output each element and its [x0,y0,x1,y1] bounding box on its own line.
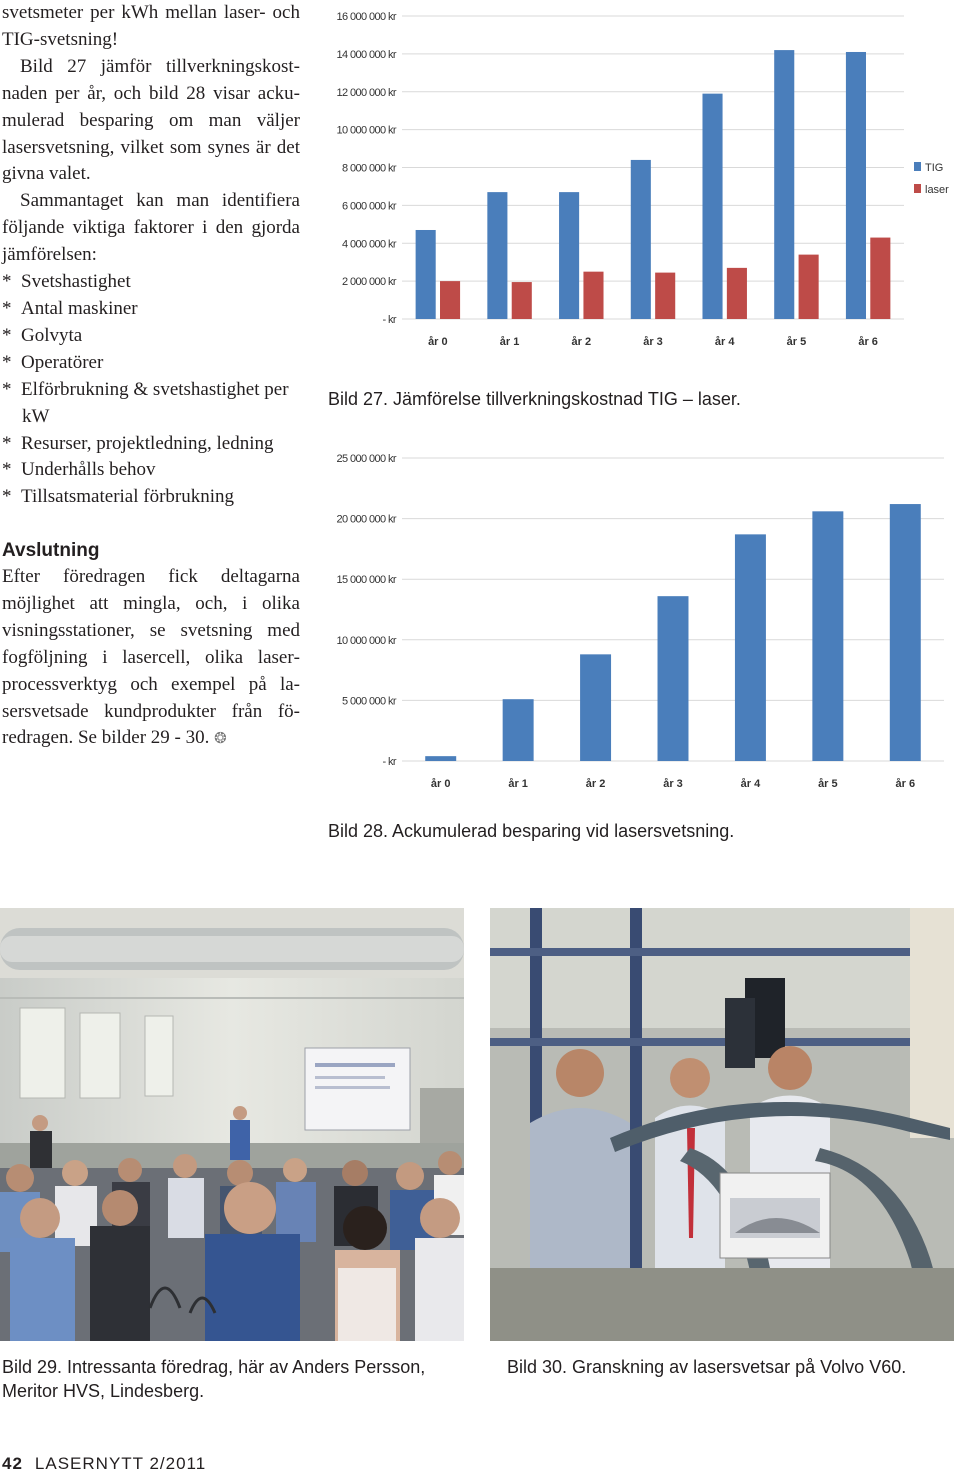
bar-value [503,699,534,761]
x-tick-label: år 4 [714,336,735,348]
y-tick-label: - kr [382,314,396,326]
y-tick-label: 14 000 000 kr [336,48,396,61]
bar-value [890,504,921,761]
bar-laser [727,268,747,319]
bar-tig [487,192,507,319]
factor-item [2,269,300,296]
legend-swatch [914,162,921,171]
x-tick-label: år 3 [643,336,663,348]
photo-volvo-inspection [490,908,954,1341]
photo-seminar-audience [0,908,464,1341]
bullet-marker: * [2,297,12,319]
bullet-marker: * [2,378,12,400]
page-number: 42 [2,1454,23,1473]
bar-laser [799,255,819,319]
factor-text: Golvyta [21,324,83,346]
y-tick-label: 10 000 000 kr [336,634,396,647]
bullet-marker: * [2,271,12,293]
factor-text: Underhålls behov [21,459,156,481]
x-tick-label: år 3 [663,778,683,790]
caption-bild28: Bild 28. Ackumulerad besparing vid lasersvetsning. [328,821,735,841]
factor-item [2,457,300,484]
y-tick-label: 4 000 000 kr [342,238,396,251]
caption-bild27: Bild 27. Jämförelse tillverkningskostnad TIG – laser. [328,389,741,409]
bar-value [425,756,456,761]
end-mark-icon: ❂ [214,729,227,748]
body-text-column [2,0,300,511]
closing-section [2,538,300,752]
y-tick-label: 6 000 000 kr [342,200,396,213]
factor-text: Resurser, projektledning, ledning [21,432,274,454]
bar-tig [559,192,579,319]
x-tick-label: år 5 [786,336,807,348]
legend-label: laser [925,184,949,196]
volvo-inspection-image [490,908,954,1341]
x-tick-label: år 1 [499,336,520,348]
bar-laser [870,238,890,319]
chart-bild28 [322,440,960,805]
page-footer [2,1454,206,1474]
bar-laser [655,273,675,319]
bullet-marker: * [2,459,12,481]
x-tick-label: år 6 [895,778,916,790]
bar-value [658,596,689,761]
factor-list [2,269,300,511]
x-tick-label: år 2 [585,778,606,790]
bar-tig [631,160,651,319]
y-tick-label: 10 000 000 kr [336,124,396,137]
factor-item [2,431,300,458]
x-tick-label: år 2 [571,336,592,348]
intro-paragraph-2: Bild 27 jämför tillverkningskostnaden per år, och bild 28 visar ackumulerad besparing om man väljer lasersvetsning, vilket som synes är det givna valet. [2,55,300,185]
factor-item [2,377,300,431]
y-tick-label: 20 000 000 kr [336,513,396,526]
intro-paragraph-1: svetsmeter per kWh mellan laser- och TIG-svetsning! [2,2,300,50]
bar-value [812,511,843,761]
factor-text: Svetshastighet [21,271,131,293]
bar-value [580,654,611,761]
factor-item [2,296,300,323]
y-tick-label: 15 000 000 kr [336,574,396,587]
factor-text: Elförbrukning & svetshastighet per kW [21,378,289,427]
bullet-marker: * [2,324,12,346]
y-tick-label: 5 000 000 kr [342,695,396,708]
factor-text: Operatörer [21,351,104,373]
y-tick-label: - kr [382,756,396,768]
y-tick-label: 16 000 000 kr [336,11,396,23]
y-tick-label: 8 000 000 kr [342,162,396,175]
legend-swatch [914,184,921,193]
closing-text: Efter föredragen fick deltagarna möjlighet att mingla, och, i olika visningsstationer, se svetsning med fogföljning i lasercell, olika laserprocessverktyg och exempel på lasersvetsade kundprodukter från föredragen. Se bilder 29 - 30. [2,566,300,749]
bar-laser [512,282,532,319]
y-tick-label: 12 000 000 kr [336,86,396,99]
factor-text: Antal maskiner [21,297,138,319]
x-tick-label: år 4 [740,778,761,790]
bar-tig [702,94,722,319]
seminar-audience-image [0,908,464,1341]
publication-name: LASERNYTT 2/2011 [34,1454,207,1473]
intro-paragraph-3: Sammantaget kan man identifiera följande viktiga faktorer i den gjorda jämförelsen: [2,190,300,266]
y-tick-label: 2 000 000 kr [342,276,396,289]
x-tick-label: år 6 [858,336,878,348]
factor-item [2,350,300,377]
x-tick-label: år 5 [818,778,838,790]
chart-bild28-svg [322,440,960,805]
closing-paragraph [2,564,300,752]
bar-laser [440,281,460,319]
x-tick-label: år 0 [430,778,451,790]
bullet-marker: * [2,432,12,454]
bar-value [735,534,766,761]
bar-laser [583,272,603,319]
chart-bild27-svg [322,0,960,365]
factor-text: Tillsatsmaterial förbrukning [21,486,235,508]
section-heading: Avslutning [2,540,100,561]
bullet-marker: * [2,351,12,373]
legend-label: TIG [925,162,944,174]
factor-item [2,484,300,511]
bar-tig [846,52,866,319]
y-tick-label: 25 000 000 kr [336,453,396,465]
bar-tig [416,230,436,319]
factor-item [2,323,300,350]
chart-bild27 [322,0,960,365]
caption-bild29: Bild 29. Intressanta föredrag, här av Anders Persson, Meritor HVS, Lindesberg. [2,1357,426,1401]
caption-bild30: Bild 30. Granskning av lasersvetsar på Volvo V60. [507,1357,907,1377]
x-tick-label: år 0 [428,336,448,348]
x-tick-label: år 1 [508,778,528,790]
bar-tig [774,50,794,319]
bullet-marker: * [2,486,12,508]
